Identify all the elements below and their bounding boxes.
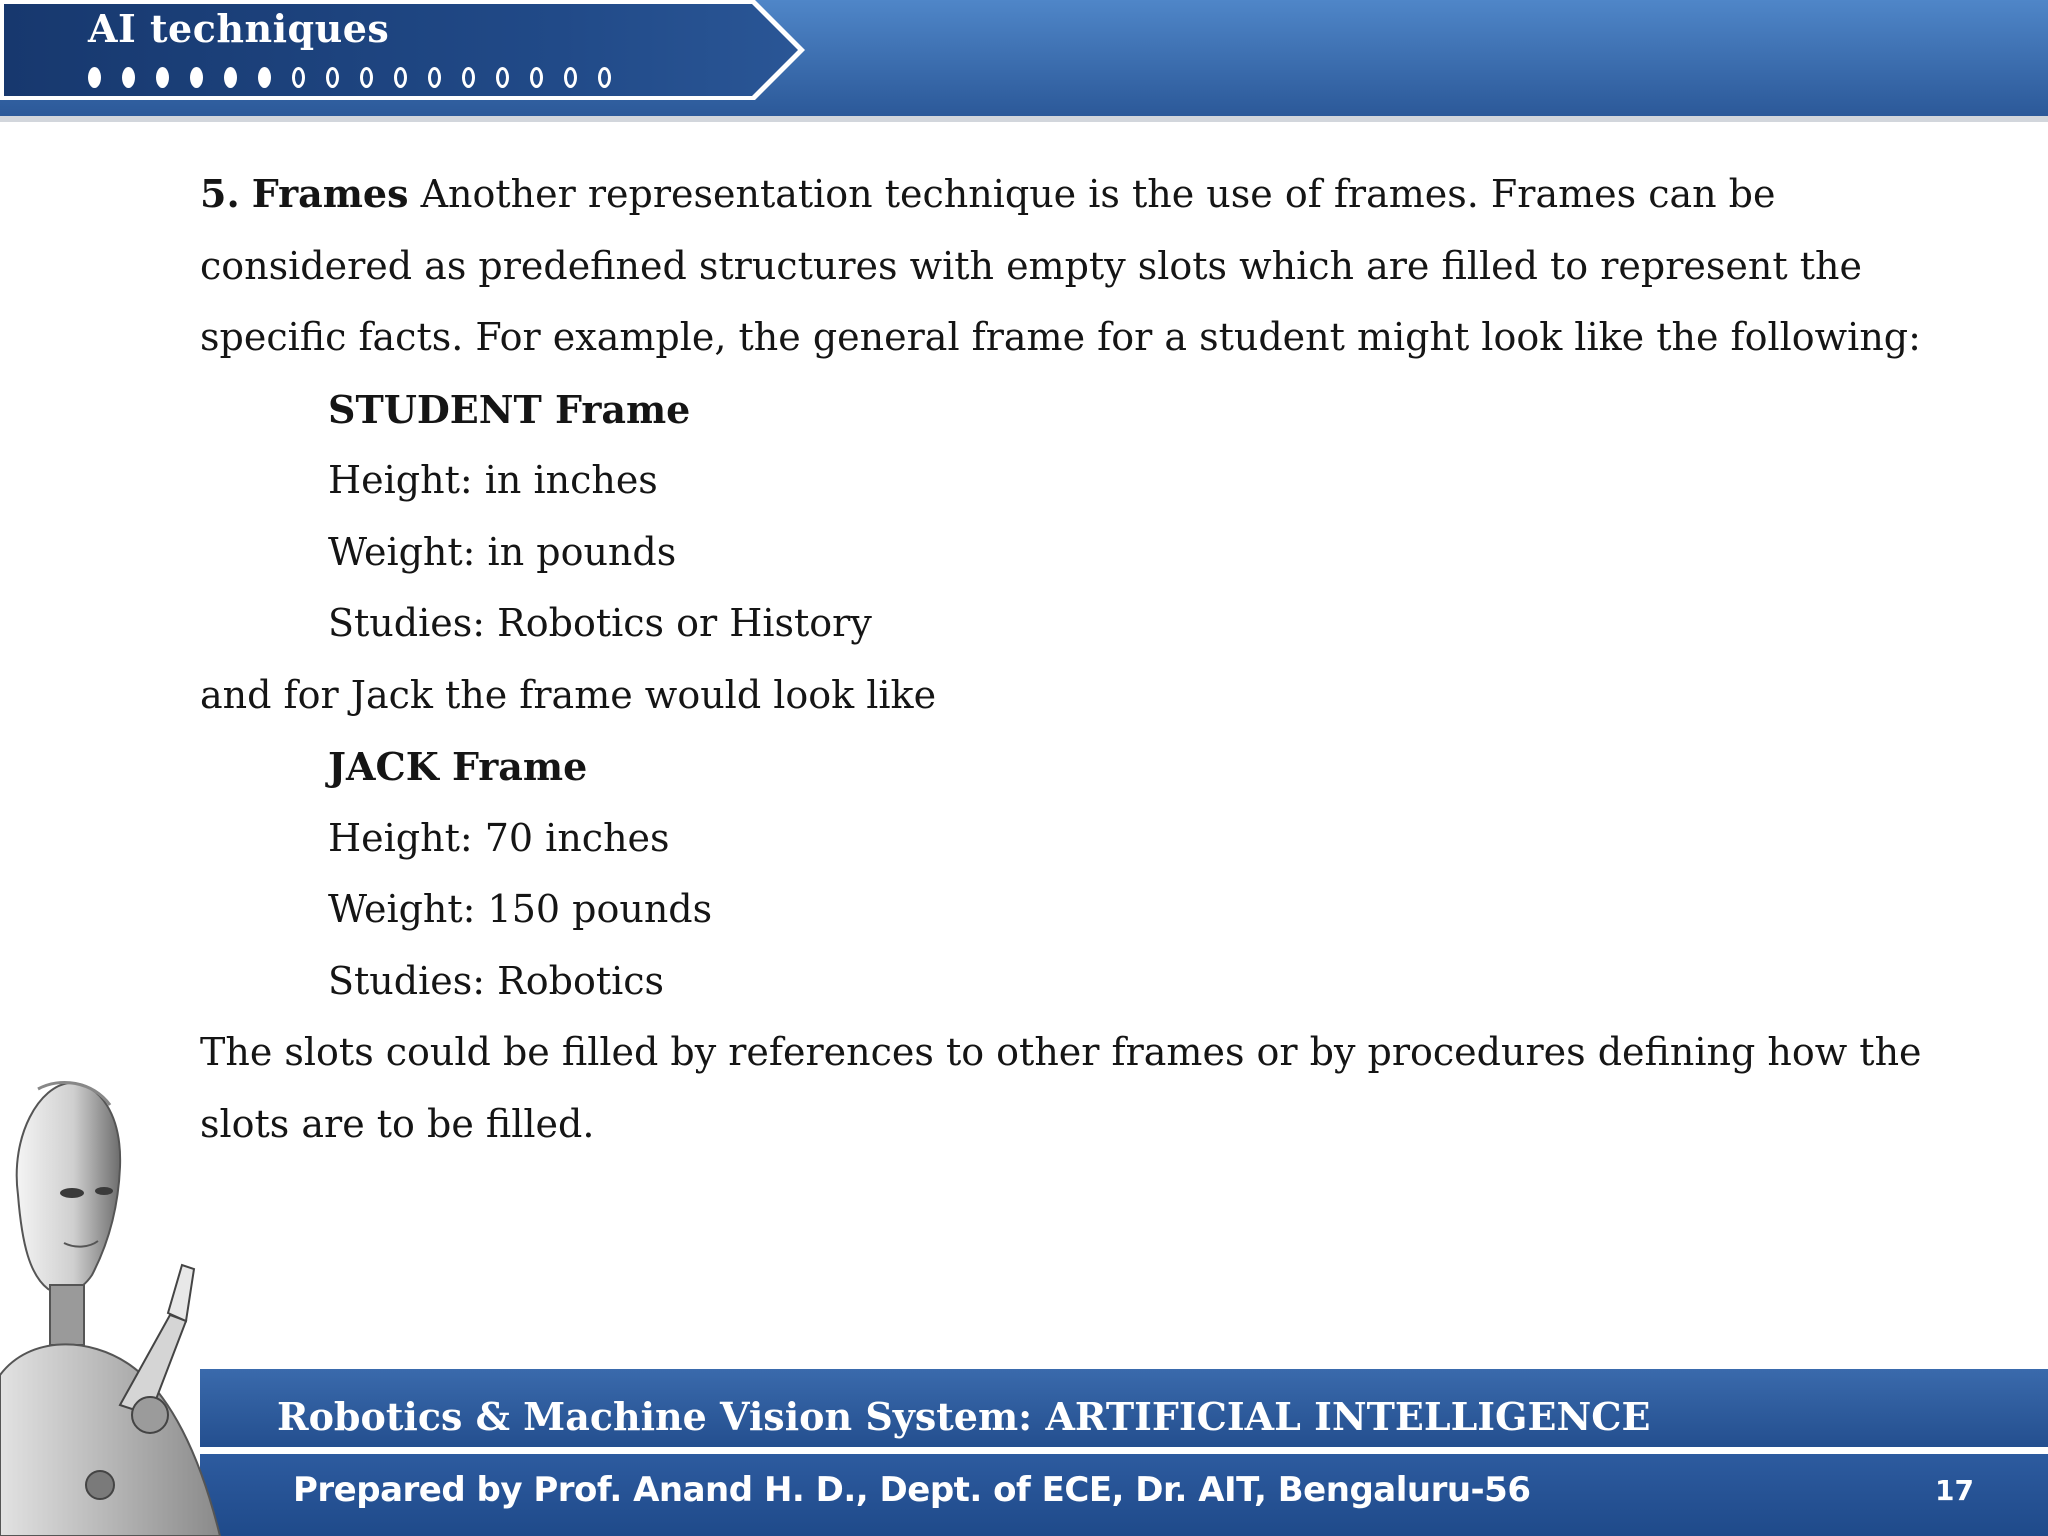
page-number: 17: [1935, 1474, 1974, 1507]
closing-line-1: The slots could be filled by references to other frames or by procedures defining how the: [200, 1030, 1922, 1074]
progress-dot-empty: [462, 67, 475, 88]
robot-illustration: [0, 1075, 240, 1536]
student-slot-height: Height: in inches: [328, 458, 658, 502]
closing-line-2: slots are to be filled.: [200, 1101, 595, 1146]
progress-dot-filled: [88, 67, 101, 88]
frames-term: Frames: [251, 171, 409, 216]
jack-frame-heading: JACK Frame: [328, 744, 588, 789]
progress-dot-empty: [428, 67, 441, 88]
footer-background: [0, 1366, 2048, 1536]
slide-progress-dots: [88, 62, 632, 92]
intro-line-3: specific facts. For example, the general frame for a student might look like the following:: [200, 315, 1921, 359]
footer-banner: [0, 1366, 2048, 1536]
frames-number: 5.: [200, 171, 240, 216]
intro-line-1: Another representation technique is the use of frames. Frames can be: [408, 172, 1776, 216]
progress-dot-filled: [258, 67, 271, 88]
progress-dot-empty: [360, 67, 373, 88]
progress-dot-empty: [564, 67, 577, 88]
frames-intro-paragraph: [200, 158, 1924, 374]
author-credit: Prepared by Prof. Anand H. D., Dept. of ECE, Dr. AIT, Bengaluru-56: [293, 1470, 1531, 1510]
student-slot-studies: Studies: Robotics or History: [328, 601, 872, 645]
progress-dot-empty: [292, 67, 305, 88]
progress-dot-empty: [496, 67, 509, 88]
progress-dot-empty: [326, 67, 339, 88]
slide-content: [200, 158, 1924, 1160]
slide-section-title: AI techniques: [88, 6, 390, 51]
jack-slot-studies: Studies: Robotics: [328, 958, 665, 1003]
progress-dot-filled: [156, 67, 169, 88]
progress-dot-empty: [530, 67, 543, 88]
course-title: Robotics & Machine Vision System: ARTIFICIAL INTELLIGENCE: [277, 1394, 1651, 1439]
closing-paragraph: [200, 1017, 1924, 1160]
student-slot-weight: Weight: in pounds: [328, 529, 677, 574]
student-frame-heading: STUDENT Frame: [328, 386, 691, 432]
jack-slot-height: Height: 70 inches: [328, 815, 670, 860]
jack-slot-weight: Weight: 150 pounds: [328, 887, 713, 931]
jack-intro-line: and for Jack the frame would look like: [200, 672, 937, 717]
progress-dot-empty: [598, 67, 611, 88]
progress-dot-empty: [394, 67, 407, 88]
progress-dot-filled: [224, 67, 237, 88]
header-banner: [0, 0, 2048, 122]
progress-dot-filled: [122, 67, 135, 88]
intro-line-2: considered as predefined structures with empty slots which are filled to represent the: [200, 243, 1862, 288]
progress-dot-filled: [190, 67, 203, 88]
